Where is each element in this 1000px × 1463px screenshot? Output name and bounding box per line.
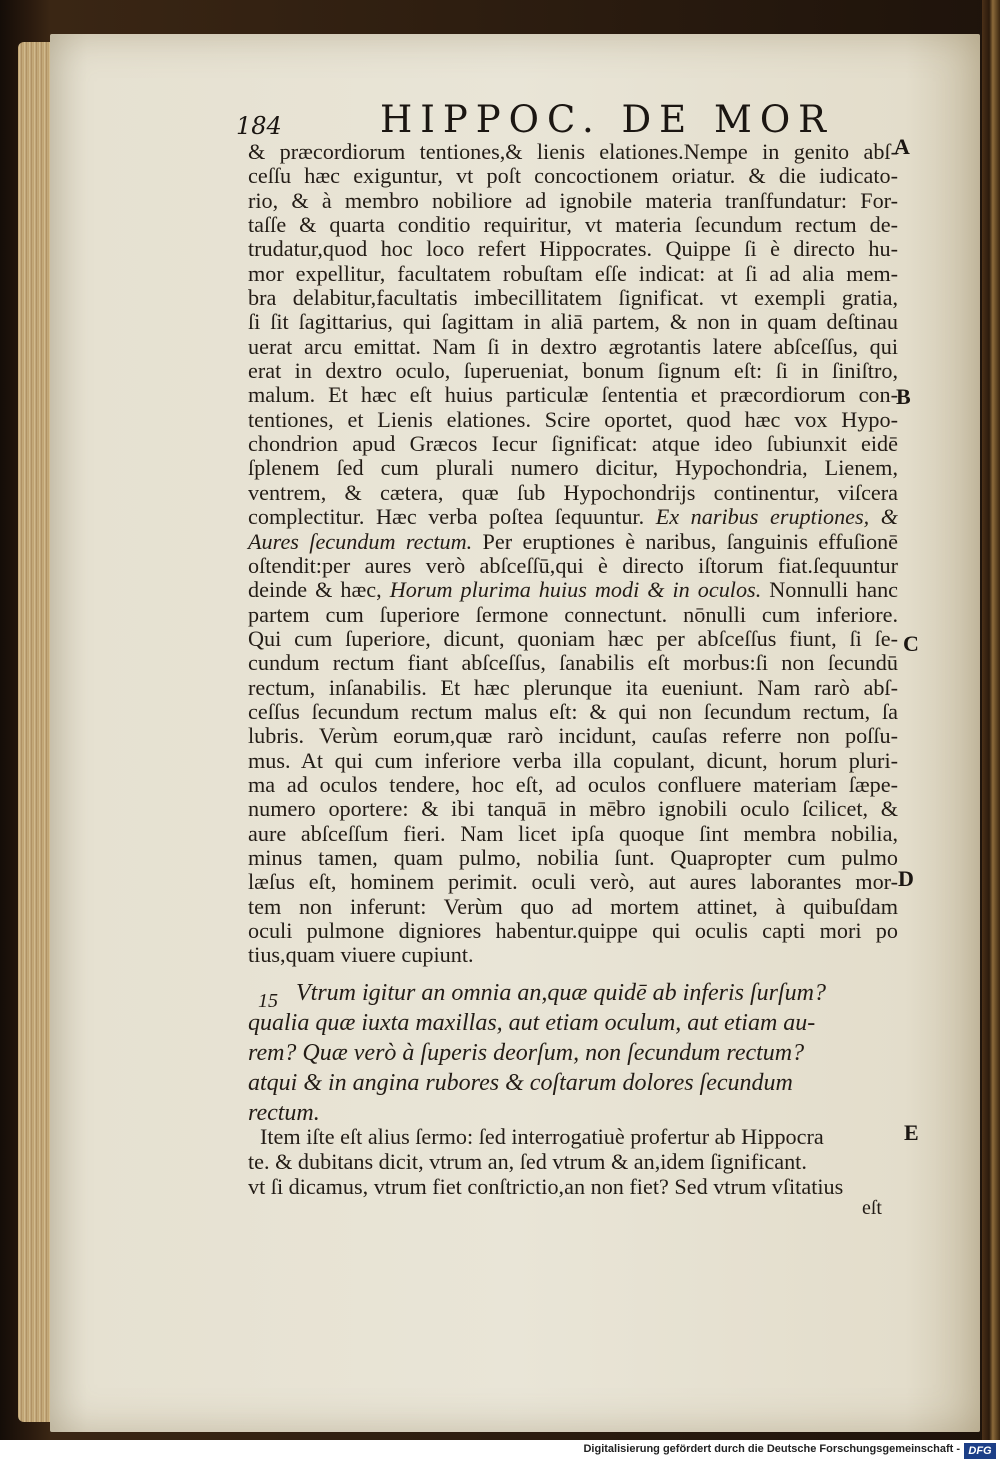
running-head: HIPPOC. DE MOR <box>380 98 835 141</box>
margin-letter-b: B <box>896 384 911 409</box>
text-line <box>248 505 898 529</box>
lemma-line: rectum. <box>248 1100 320 1126</box>
text-line: ceſſus ſecundum rectum malus eſt: & qui non ſecundum rectum, ſa <box>248 698 898 724</box>
text-line: tem non inferunt: Verùm quo ad mortem attinet, à quibuſdam <box>248 893 898 919</box>
text-segment: complectitur. Hæc verba poſtea ſequuntur. <box>248 504 645 530</box>
text-line: mor expellitur, facultatem robuſtam eſſe indicat: at ſi ad alia mem- <box>248 260 898 286</box>
text-line: ma ad oculos tendere, hoc eſt, ad oculos confluere materiam ſæpe- <box>248 771 898 797</box>
text-segment: deinde & hæc, <box>248 577 382 603</box>
text-line: ſplenem ſed cum plurali numero dicitur, Hypochondria, Lienem, <box>248 455 898 481</box>
margin-letter-a: A <box>894 134 910 159</box>
lemma-number: 15 <box>258 990 278 1012</box>
text-line <box>248 578 898 602</box>
text-line: & præcordiorum tentiones,& lienis elationes.Nempe in genito abſ- <box>248 139 898 164</box>
page-number: 184 <box>236 112 282 140</box>
text-line <box>248 530 898 554</box>
text-line: erat in dextro oculo, ſuperueniat, bonum ſignum eſt: ſi in ſiniſtro, <box>248 358 898 384</box>
text-line: mus. At qui cum inferiore verba illa copulant, dicunt, horum pluri- <box>248 747 898 773</box>
text-line: lubris. Verùm eorum,quæ rarò incidunt, cauſas referre non poſſu- <box>248 723 898 749</box>
text-line: ſi ſit ſagittarius, qui ſagittam in aliā partem, & non in quam deſtinau <box>248 309 898 335</box>
text-line: ventrem, & cætera, quæ ſub Hypochondrijs continentur, viſcera <box>248 479 898 505</box>
text-line: tius,quam viuere cupiunt. <box>248 942 474 968</box>
text-line: numero oportere: & ibi tanquā in mēbro ignobili oculo ſcilicet, & <box>248 796 898 822</box>
text-line: partem cum ſuperiore ſermone connectunt. nōnulli cum inferiore. <box>248 601 898 627</box>
text-line: rectum, inſanabilis. Et hæc plerunque ita eueniunt. Nam rarò abſ- <box>248 674 898 700</box>
text-line: malum. Et hæc eſt huius particulæ ſententia et præcordiorum con- <box>248 382 898 408</box>
text-line: cundum rectum fiant abſceſſus, ſanabilis eſt morbus:ſi non ſecundū <box>248 650 898 676</box>
margin-letter-c: C <box>903 631 919 656</box>
text-line: rio, & à membro nobiliore ad ignobile materia tranſfundatur: For- <box>248 187 898 213</box>
italic-quote: Horum plurima huius modi & in oculos. <box>389 577 762 603</box>
lemma-italic-quotation <box>248 978 888 1128</box>
text-line: ceſſu hæc exiguntur, vt poſt concoctionem oriatur. & die iudicato- <box>248 163 898 189</box>
text-segment: Nonnulli hanc <box>761 577 899 603</box>
margin-letter-e: E <box>904 1120 919 1145</box>
text-line <box>248 554 898 578</box>
book-binding-edge <box>982 0 1000 1440</box>
text-line: Qui cum ſuperiore, dicunt, quoniam hæc per abſceſſus fiunt, ſi ſe- <box>248 625 898 651</box>
text-line: te. & dubitans dicit, vtrum an, ſed vtrum & an,idem ſignificant. <box>248 1149 807 1174</box>
lemma-line: rem? Quæ verò à ſuperis deorſum, non ſecundum rectum? <box>248 1040 805 1066</box>
dfg-logo: DFG <box>964 1443 996 1459</box>
commentary-text <box>248 1124 896 1199</box>
lemma-line: qualia quæ iuxta maxillas, aut etiam oculum, aut etiam au- <box>248 1010 816 1036</box>
text-line: oculi pulmone digniores habentur.quippe qui oculis capti mori po <box>248 918 898 943</box>
body-text <box>248 140 898 968</box>
text-line: Item iſte eſt alius ſermo: ſed interrogatiuè profertur ab Hippocra <box>260 1124 824 1149</box>
text-line: tentiones, et Lienis elationes. Scire oportet, quod hæc vox Hypo- <box>248 406 898 432</box>
catchword: eſt <box>862 1197 882 1219</box>
text-line: uerat arcu emittat. Nam ſi in dextro ægrotantis latere abſceſſus, qui <box>248 333 898 359</box>
text-segment: o <box>248 552 260 578</box>
text-segment: Per eruptiones è naribus, ſanguinis effuſionē <box>472 528 898 554</box>
text-line: aure abſceſſum fieri. Nam licet ipſa quoque ſint membra nobilia, <box>248 820 898 846</box>
text-line: taſſe & quarta conditio requiritur, vt materia ſecundum rectum de- <box>248 212 898 238</box>
margin-letter-d: D <box>898 866 914 891</box>
text-line: vt ſi dicamus, vtrum fiet conſtrictio,an non fiet? Sed vtrum vſitatius <box>248 1174 844 1199</box>
text-line: bra delabitur,facultatis imbecillitatem ſignificat. vt exempli gratia, <box>248 285 898 311</box>
text-line: læſus eſt, hominem perimit. oculi verò, aut aures laborantes mor- <box>248 869 898 895</box>
text-line: chondrion apud Græcos Iecur ſignificat: atque ideo ſubiunxit eidē <box>248 431 898 457</box>
text-line: trudatur,quod hoc loco refert Hippocrates. Quippe ſi è directo hu- <box>248 236 898 262</box>
text-segment: ſtendit:per aures verò abſceſſū,qui è directo iſtorum fiat.ſequuntur <box>259 552 898 578</box>
lemma-line: atqui & in angina rubores & coſtarum dolores ſecundum <box>248 1070 793 1096</box>
italic-quote: Aures ſecundum rectum. <box>248 528 473 554</box>
lemma-line: Vtrum igitur an omnia an,quæ quidē ab inferis ſurſum? <box>296 980 827 1006</box>
italic-quote: Ex naribus eruptiones, & <box>655 504 898 530</box>
digitization-footer <box>0 1440 1000 1463</box>
footer-credit: Digitalisierung gefördert durch die Deutsche Forschungsgemeinschaft - <box>583 1443 960 1455</box>
text-line: minus tamen, quam pulmo, nobilia ſunt. Quapropter cum pulmo <box>248 844 898 870</box>
